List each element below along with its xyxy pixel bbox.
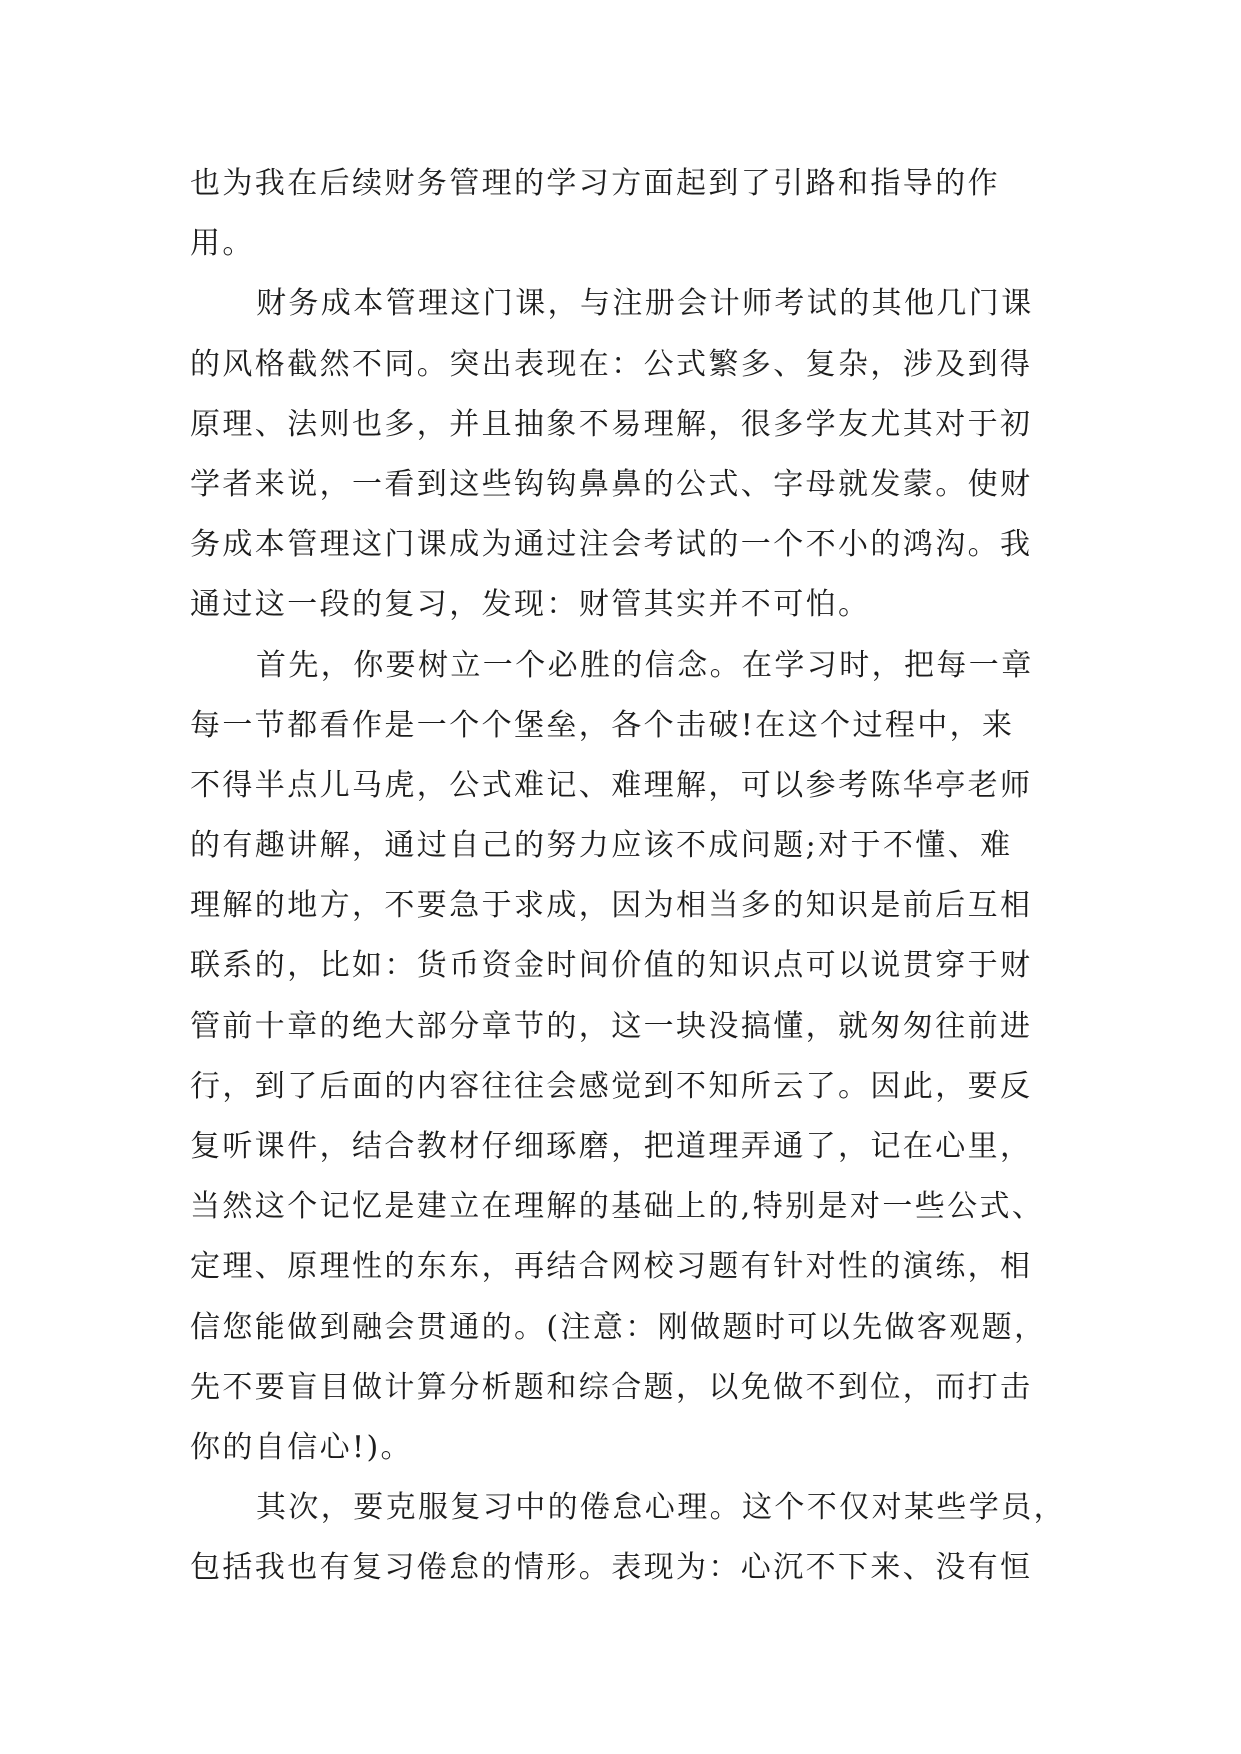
text-line: 不得半点儿马虎，公式难记、难理解，可以参考陈华亭老师 <box>190 767 1033 803</box>
paragraph-start-line: 财务成本管理这门课，与注册会计师考试的其他几门课 <box>256 286 1034 322</box>
document-body <box>190 154 1066 1599</box>
text-line: 学者来说，一看到这些钩钩鼻鼻的公式、字母就发蒙。使财 <box>190 466 1033 502</box>
text-line: 复听课件，结合教材仔细琢磨，把道理弄通了，记在心里， <box>190 1129 1033 1164</box>
text-line: 的风格截然不同。突出表现在：公式繁多、复杂，涉及到得 <box>190 346 1033 382</box>
text-line: 信您能做到融会贯通的。(注意：刚做题时可以先做客观题， <box>190 1309 1047 1345</box>
text-line: 包括我也有复习倦怠的情形。表现为：心沉不下来、没有恒 <box>190 1550 1033 1586</box>
paragraph-start-line: 首先，你要树立一个必胜的信念。在学习时，把每一章 <box>256 647 1034 683</box>
text-line: 你的自信心!)。 <box>190 1429 413 1465</box>
text-line: 当然这个记忆是建立在理解的基础上的,特别是对一些公式、 <box>190 1189 1045 1225</box>
text-line: 行，到了后面的内容往往会感觉到不知所云了。因此，要反 <box>190 1068 1033 1104</box>
text-line: 联系的，比如：货币资金时间价值的知识点可以说贯穿于财 <box>190 948 1033 984</box>
text-line: 通过这一段的复习，发现：财管其实并不可怕。 <box>190 587 871 623</box>
text-line: 每一节都看作是一个个堡垒，各个击破!在这个过程中，来 <box>190 707 1015 743</box>
text-line: 的有趣讲解，通过自己的努力应该不成问题;对于不懂、难 <box>190 828 1013 864</box>
paragraph-start-line: 其次，要克服复习中的倦怠心理。这个不仅对某些学员， <box>256 1490 1066 1526</box>
text-line: 务成本管理这门课成为通过注会考试的一个不小的鸿沟。我 <box>190 527 1033 563</box>
text-line: 理解的地方，不要急于求成，因为相当多的知识是前后互相 <box>190 888 1033 924</box>
text-line: 原理、法则也多，并且抽象不易理解，很多学友尤其对于初 <box>190 406 1033 442</box>
text-line: 用。 <box>190 226 255 262</box>
text-line: 也为我在后续财务管理的学习方面起到了引路和指导的作 <box>190 166 1000 201</box>
text-line: 定理、原理性的东东，再结合网校习题有针对性的演练，相 <box>190 1249 1033 1285</box>
text-line: 先不要盲目做计算分析题和综合题，以免做不到位，而打击 <box>190 1369 1033 1405</box>
text-line: 管前十章的绝大部分章节的，这一块没搞懂，就匆匆往前进 <box>190 1008 1033 1044</box>
